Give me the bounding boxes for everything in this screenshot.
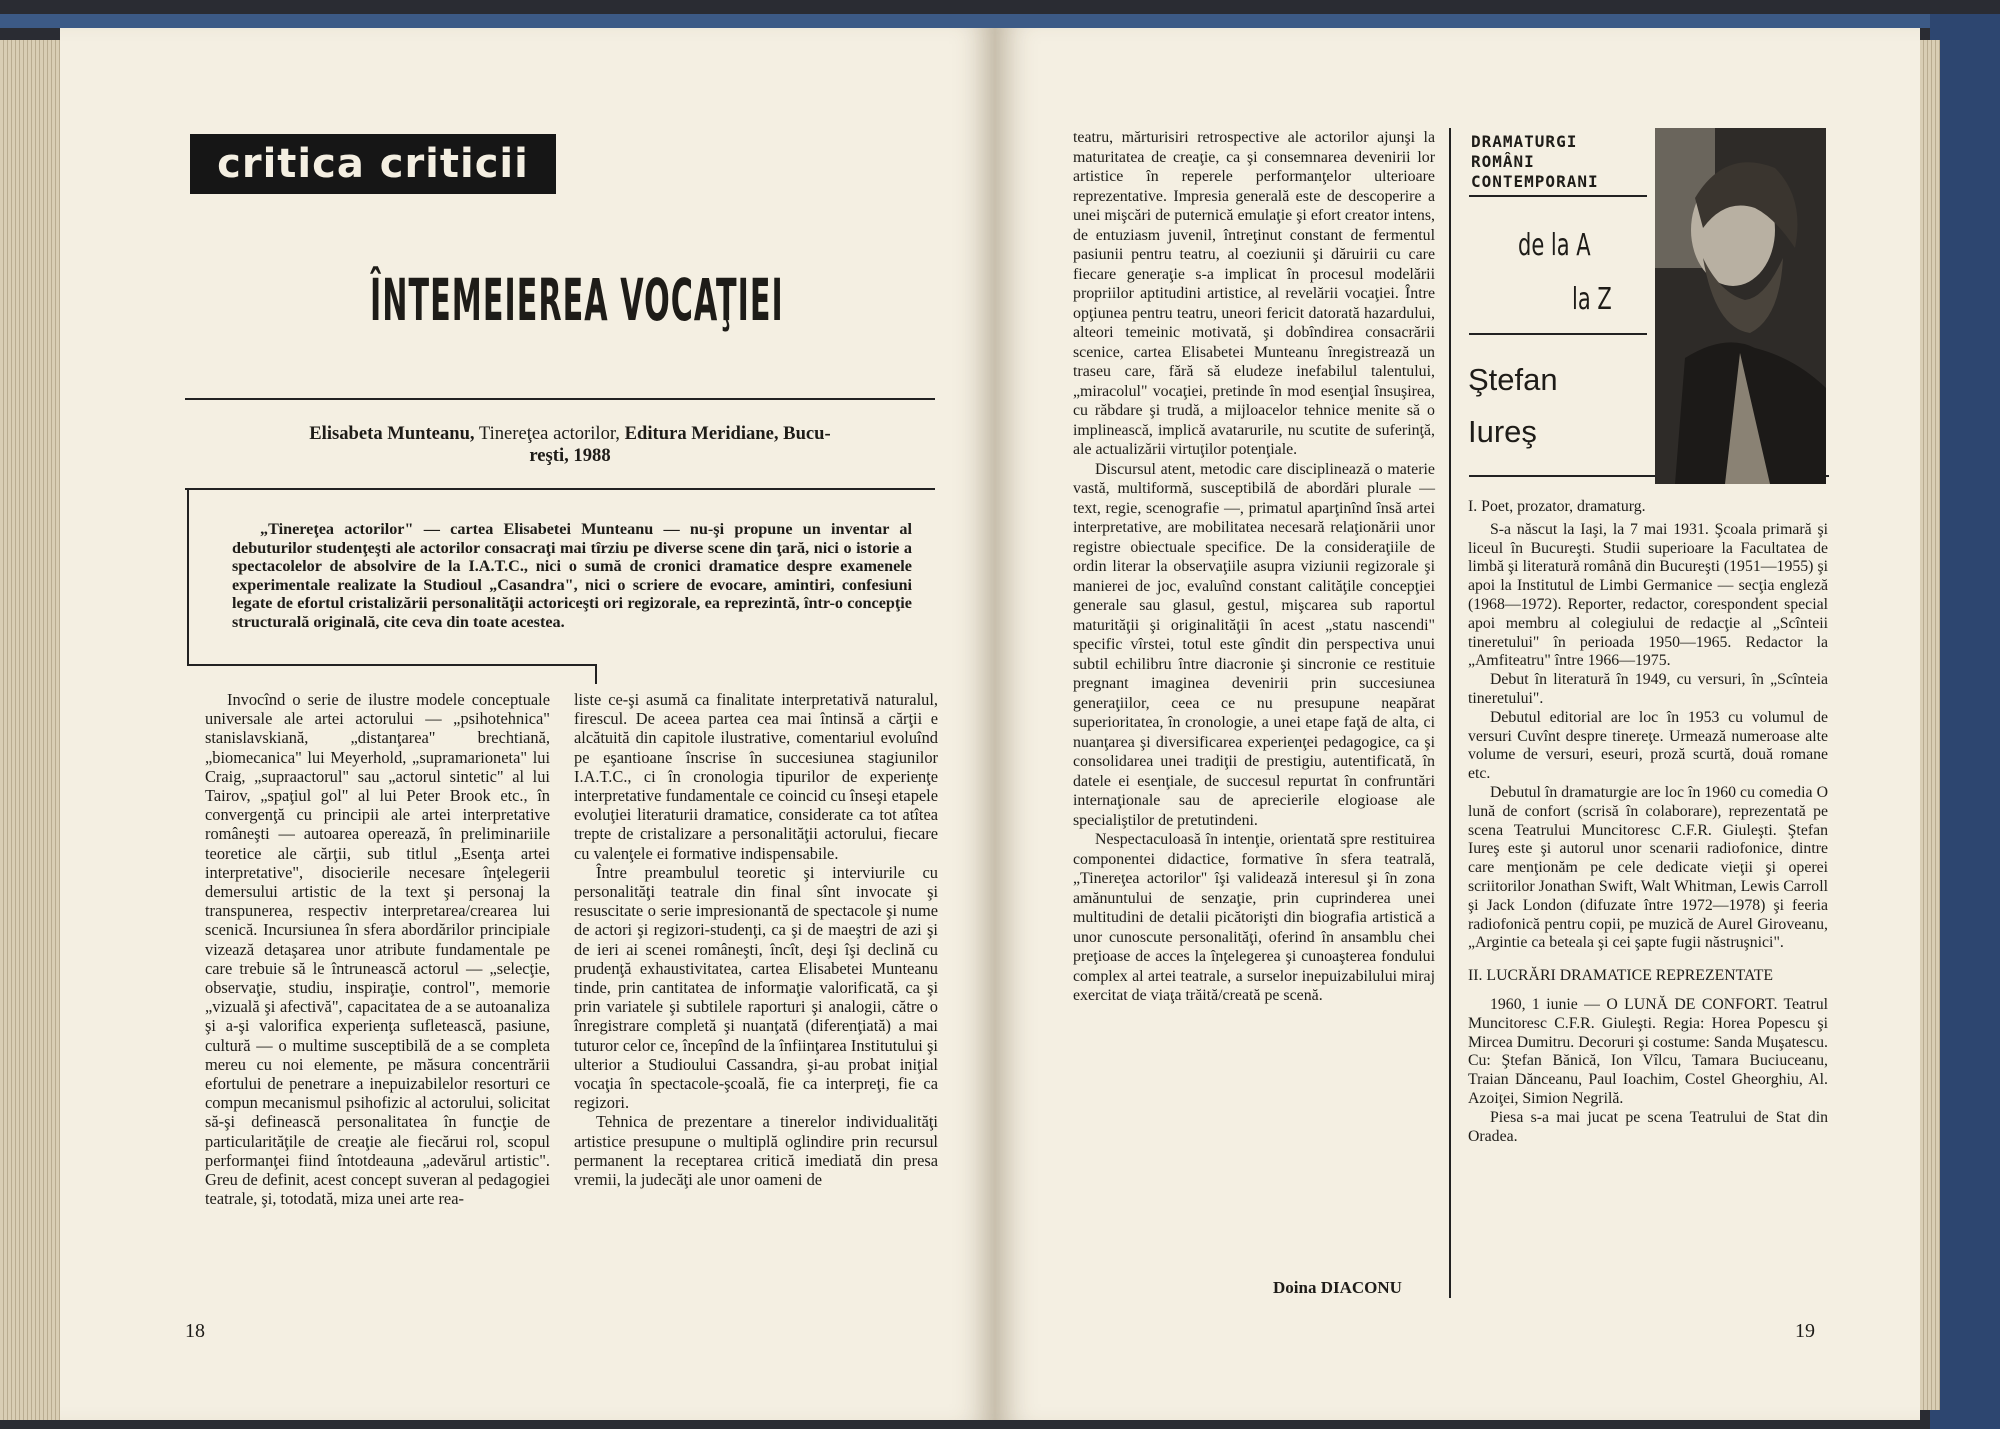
- column-3: [1073, 128, 1435, 1006]
- author-last-name: Iureş: [1468, 414, 1537, 449]
- page-number-left: 18: [185, 1320, 205, 1342]
- lead-frame-bottom: [187, 664, 597, 666]
- section-title: II. LUCRĂRI DRAMATICE REPREZENTATE: [1468, 967, 1774, 985]
- book-city-year: reşti, 1988: [529, 445, 611, 466]
- book-author: Elisabeta Munteanu,: [309, 423, 475, 444]
- section-banner: critica criticii: [190, 134, 556, 194]
- series-rule-bottom: [1469, 333, 1647, 335]
- paragraph: Piesa s-a mai jucat pe scena Teatrului de Stat din Oradea.: [1468, 1108, 1828, 1145]
- section-title: I. Poet, prozator, dramaturg.: [1468, 498, 1646, 515]
- divider-top: [185, 398, 935, 400]
- series-to-z: la Z: [1572, 282, 1612, 317]
- column-2: [574, 690, 938, 1189]
- page-number-right: 19: [1795, 1320, 1815, 1342]
- author-first-name: Ştefan: [1468, 362, 1558, 397]
- paragraph: Tehnica de prezentare a tinerelor individualităţi artistice presupune o multiplă oglindire prin recursul permanent la receptarea critică imediată din presa vremii, la judecăţi ale unor oameni de: [574, 1112, 938, 1190]
- portrait-image: [1655, 128, 1826, 484]
- book-cover-edge: [0, 14, 2000, 28]
- series-rule: [1469, 195, 1647, 197]
- series-from-a: de la A: [1518, 228, 1591, 263]
- paragraph: Între preambulul teoretic şi interviurile cu personalităţi teatrale din final sînt invocate şi resuscitate o serie impresionantă de spectacole şi nume de actori şi regizori-studenţi, ca şi de maeştri de azi şi de ieri ai scenei româneşti, încît, deşi îşi declină cu prudenţă exhaustivitatea, cartea Elisabetei Munteanu tinde, prin cantitatea de informaţie valorificată, ca şi prin variatele şi subtilele raporturi şi analogii, către o înregistrare completă şi nuanţată (diferenţiată) a mai tuturor celor ce, începînd de la înfiinţarea Institutului şi ulterior a Studioului Cassandra, şi-au probat iniţial vocaţia în spectacole-şcoală, fie ca interpreţi, fie ca regizori.: [574, 862, 938, 1113]
- lead-frame-right: [595, 664, 597, 684]
- book-title: Tinereţea actorilor,: [478, 423, 620, 444]
- article-headline: ÎNTEMEIEREA VOCAŢIEI: [370, 266, 784, 334]
- paragraph: Invocînd o serie de ilustre modele conceptuale universale ale artei actorului — „psihotehnica" stanislavskiană, „distanţarea" brechtiană, „biomecanica" lui Meyerhold, „supramarioneta" lui Craig, „supraactorul" sau „actorul sintetic" al lui Tairov, „spaţiul gol" al lui Peter Brook etc., în convergenţă cu principii ale artei interpretative româneşti — autoarea operează, în preliminariile teoretice ale cărţii, sub titlul „Esenţa artei interpretative", disocierile necesare înţelegerii demersului artistic de la text şi personaj la transpunerea, respectiv interpretarea/crearea lui scenică. Incursiunea în sfera abordărilor principiale vizează detaşarea unor atribute fundamentale pe care trebuie să le întrunească actorul — „selecţie, observaţie, studiu, inspiraţie, control", memorie „vizuală şi afectivă", capacitatea de a se autoanaliza şi a-şi valorifica experienţa sufletească, pasiune, cultură — o multime susceptibilă de a se completa mereu cu noi elemente, pe măsura concentrării efortului de penetrare a inepuizabilelor resorturi ce compun mecanismul psihofizic al actorului, solicitat să-şi definească personalitatea în funcţie de particularităţile de creaţie ale fiecărui rol, scopul performanţei fiind întotdeauna „adevărul artistic". Greu de definit, acest concept suveran al pedagogiei teatrale, şi, totodată, miza unei arte rea-: [205, 690, 550, 1209]
- paragraph: teatru, mărturisiri retrospective ale actorilor ajunşi la maturitatea de creaţie, ca şi consemnarea devenirii lor artistice în reperele performanţelor ulterioare reprezentative. Impresia generală este de descoperire a unei mişcări de puternică emulaţie şi efort creator intens, de entuziasm juvenil, întreţinut constant de fermentul pasiunii pentru teatru, al coeziunii şi dăruirii cu care fiecare generaţie s-a implicat în procesul modelării propriilor aptitudini artistice, al revelării vocaţiei. Între opţiunea pentru teatru, uneori fericit datorată hazardului, alteori temeinic motivată, şi dobîndirea consacrării scenice, cartea Elisabetei Munteanu înregistrează un traseu care, fără să eludeze inefabilul talentului, „miracolul" vocaţiei, pretinde în mod esenţial însuşirea, cu răbdare şi trudă, a mijloacelor tehnice menite să o implinească, implică avatarurile, nu scutite de suferinţă, ale actualizării virtuţilor potenţiale.: [1073, 129, 1435, 458]
- paragraph: 1960, 1 iunie — O LUNĂ DE CONFORT. Teatrul Muncitoresc C.F.R. Giuleşti. Regia: Horea Popescu şi Mircea Dumitru. Decoruri şi costume: Sanda Muşatescu. Cu: Ştefan Bănică, Ion Vîlcu, Tamara Buciuceanu, Traian Dănceanu, Paul Ioachim, Costel Gheorghiu, Al. Azoiţei, Simion Negrilă.: [1468, 995, 1828, 1107]
- series-line: DRAMATURGI: [1471, 132, 1578, 151]
- column-divider: [1449, 128, 1451, 1298]
- paragraph: Debutul în dramaturgie are loc în 1960 cu comedia O lună de confort (scrisă în colaborare), reprezentată pe scena Teatrului Muncitoresc C.F.R. Giuleşti. Ştefan Iureş este şi autorul unor scenarii radiofonice, dintre care menţionăm pe cele dedicate vieţii şi operei scriitorilor Jonathan Swift, Walt Whitman, Lewis Carroll şi Jack London (difuzate între 1972—1978) şi feeria radiofonică pentru copii, pe muzică de Aurel Giroveanu, „Argintie ca beteala şi cei şapte fugii năstruşnici".: [1468, 783, 1828, 952]
- series-line: CONTEMPORANI: [1471, 172, 1599, 191]
- lead-frame-left: [187, 490, 189, 665]
- author-signature: Doina DIACONU: [1273, 1278, 1402, 1297]
- book-publisher: Editura Meridiane, Bucu-: [624, 423, 831, 444]
- column-1: [205, 690, 550, 1208]
- series-line: ROMÂNI: [1471, 152, 1535, 171]
- page-stack-left: [0, 40, 60, 1420]
- paragraph: S-a născut la Iaşi, la 7 mai 1931. Şcoala primară şi liceul în Bucureşti. Studii superioare la Facultatea de limbă şi literatură română din Bucureşti (1951—1955) şi apoi la Institutul de Limbi Germanice — secţia engleză (1968—1972). Reporter, redactor, corespondent special apoi membru al colegiului de redacţie al „Scînteii tineretului" în perioada 1950—1965. Redactor la „Amfiteatru" între 1966—1975.: [1468, 520, 1828, 670]
- paragraph: Nespectaculoasă în intenţie, orientată spre restituirea componentei didactice, formative în sfera teatrală, „Tinereţea actorilor" îşi validează interesul şi în zona amănuntului de senzaţie, prin cuprinderea unei multitudini de detalii picătorişti din biografia artistică a unor cunoscute personalităţi, oferind în ansamblu chei preţioase de acces la înţelegerea şi cunoaşterea fondului complex al artei teatrale, a surselor inepuizabilului miraj exercitat de viaţa trăită/creată pe scenă.: [1073, 831, 1435, 1004]
- paragraph: Debut în literatură în 1949, cu versuri, în „Scînteia tineretului".: [1468, 671, 1828, 707]
- biography-column: [1468, 498, 1828, 1146]
- series-title: [1471, 132, 1646, 192]
- page-stack-right: [1920, 40, 1940, 1410]
- author-portrait: [1655, 128, 1826, 484]
- paragraph: Debutul editorial are loc în 1953 cu volumul de versuri Cuvînt despre tinereţe. Urmează numeroase alte volume de versuri, eseuri, proză scurtă, două romane etc.: [1468, 708, 1828, 783]
- book-cover-edge-right: [1930, 14, 2000, 1429]
- paragraph: Discursul atent, metodic care disciplinează o materie vastă, multiformă, susceptibilă de abordări plurale — text, regie, scenografie —, primatul aparţinînd însă artei interpretative, are mobilitatea necesară relaţionării unor registre obiectuale specifice. De la consideraţiile de ordin literar la observaţiile asupra viziunii regizorale şi manierei de joc, evaluînd constant calităţile concepţiei generale sau glasul, gestul, mişcarea sub raportul maturităţii şi originalităţii în acest „statu nascendi" specific vîrstei, totul este gîndit din perspectiva unui subtil echilibru între diacronie şi sincronie ce restituie pregnant imaginea devenirii prin succesiunea generaţiilor, ceea ce nu presupune neapărat superioritatea, în cronologie, a unei etape faţă de alta, ci nuanţarea şi diversificarea experienţei pedagogice, ca şi consolidarea unei tradiţii de prestigiu, autentificată, în datele ei esenţiale, de succesul repurtat în confruntări internaţionale sau de aprecierile elogioase ale specialiştilor de pretutindeni.: [1073, 460, 1435, 829]
- paragraph: liste ce-şi asumă ca finalitate interpretativă naturalul, firescul. De aceea partea cea mai întinsă a cărţii e alcătuită din capitole ilustrative, comentariul evoluînd pe eşantioane înscrise în succesiunea stagiunilor I.A.T.C., ci în cronologia tipurilor de experienţe interpretative fundamentale ce coincid cu înseşi etapele evoluţiei literaturii dramatice, considerate ca tot atîtea trepte de cristalizare a personalităţii actorului, fiecare cu valenţele ei formative indispensabile.: [574, 690, 938, 863]
- book-reference: [220, 423, 920, 467]
- divider-under-reference: [185, 488, 935, 490]
- article-lead: „Tinereţea actorilor" — cartea Elisabetei Munteanu — nu-şi propune un inventar al debuturilor studenţeşti ale actorilor consacraţi mai tîrziu pe diverse scene din ţară, nici o istorie a spectacolelor de absolvire de la I.A.T.C., nici o sumă de cronici dramatice despre examenele experimentale realizate la Studioul „Casandra", nici o scriere de evocare, amintiri, confesiuni legate de efortul cristalizării personalităţii actoriceşti ori regizorale, ea reprezintă, într-o concepţie structurală originală, cite ceva din toate acestea.: [232, 520, 912, 631]
